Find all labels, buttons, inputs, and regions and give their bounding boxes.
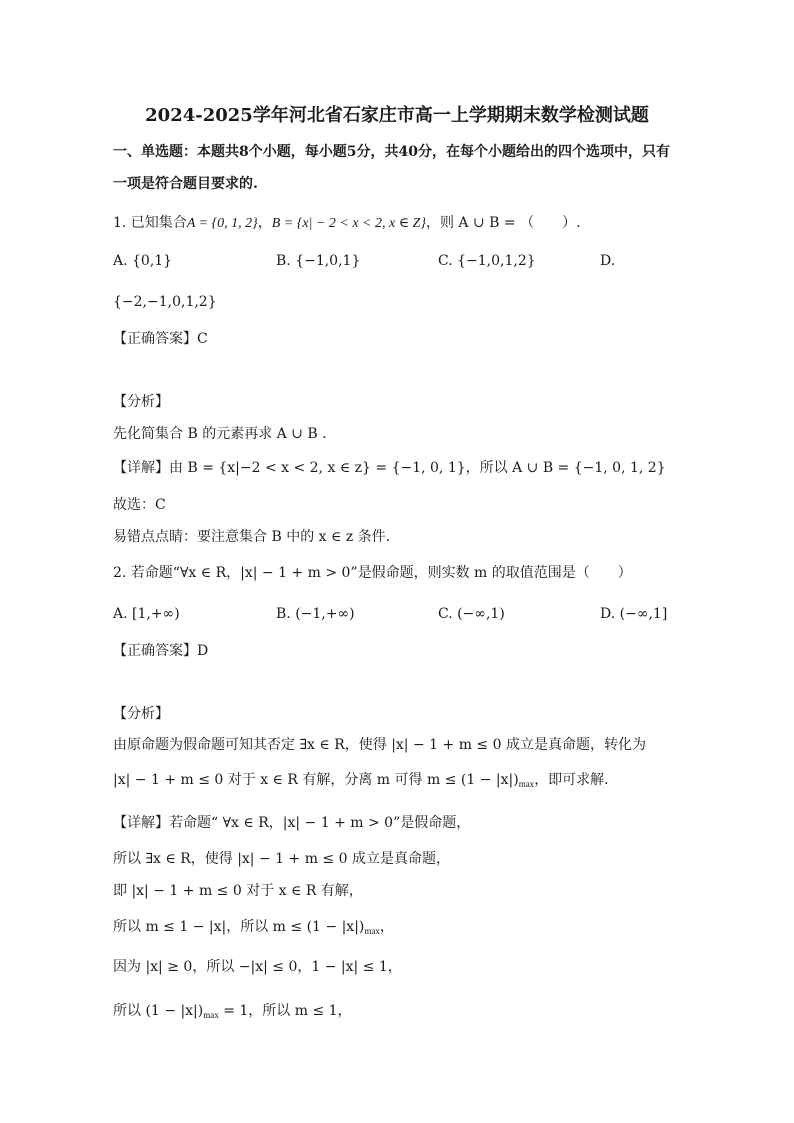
q2-detail-line3: 即 |x| − 1 + m ≤ 0 对于 x ∈ R 有解， xyxy=(113,883,363,899)
q1-choose: 故选：C xyxy=(113,497,166,513)
q2-option-b: B. (−1,+∞) xyxy=(276,606,355,622)
q2-detail-line6-main: 所以 (1 − |x|) xyxy=(113,1003,204,1019)
q1-detail-text: 由 B = {x|−2 < x < 2, x ∈ z} = {−1, 0, 1}，所以 A ∪ B = {−1, 0, 1, 2} xyxy=(169,460,666,476)
q1-option-d-value: {−2,−1,0,1,2} xyxy=(113,294,217,310)
q1-analysis: 先化简集合 B 的元素再求 A ∪ B . xyxy=(113,426,327,442)
q1-prefix: 1. 已知集合 xyxy=(113,215,187,231)
q1-detail xyxy=(113,458,666,478)
q2-analysis-line1: 由原命题为假命题可知其否定 ∃x ∈ R，使得 |x| − 1 + m ≤ 0 成立是真命题，转化为 xyxy=(113,737,646,753)
q2-detail-line4-sub: max xyxy=(364,926,380,936)
q2-detail-text1: 若命题“ ∀x ∈ R，|x| − 1 + m > 0”是假命题， xyxy=(169,815,471,831)
document-title: 2024-2025学年河北省石家庄市高一上学期期末数学检测试题 xyxy=(145,105,649,126)
q2-stem: 2. 若命题“∀x ∈ R，|x| − 1 + m > 0”是假命题，则实数 m 的取值范围是（ ） xyxy=(113,565,632,581)
q2-detail-line4-main: 所以 m ≤ 1 − |x|，所以 m ≤ (1 − |x|) xyxy=(113,919,365,935)
q2-detail-line5: 因为 |x| ≥ 0，所以 −|x| ≤ 0，1 − |x| ≤ 1， xyxy=(113,959,402,975)
q2-analysis-line2-end: ，即可求解. xyxy=(534,772,609,788)
q2-detail-line6-end: = 1，所以 m ≤ 1， xyxy=(218,1003,352,1019)
q1-ask: ，则 A ∪ B = （ ）. xyxy=(425,215,581,231)
q1-option-b: B. {−1,0,1} xyxy=(276,253,361,269)
q2-analysis-label: 【分析】 xyxy=(113,706,169,722)
q1-set-b: B = {x| − 2 < x < 2, x ∈ Z} xyxy=(271,216,426,231)
q1-set-a: A = {0, 1, 2} xyxy=(186,216,258,231)
q2-detail-label: 【详解】 xyxy=(113,815,169,831)
q1-option-a: A. {0,1} xyxy=(113,253,173,269)
q1-detail-label: 【详解】 xyxy=(113,460,169,476)
q2-answer: 【正确答案】D xyxy=(113,643,209,659)
q1-option-c: C. {−1,0,1,2} xyxy=(438,253,536,269)
q2-analysis-line2 xyxy=(113,770,609,794)
q2-detail-line2: 所以 ∃x ∈ R，使得 |x| − 1 + m ≤ 0 成立是真命题， xyxy=(113,851,450,867)
q2-detail-line4 xyxy=(113,917,394,941)
q2-option-a: A. [1,+∞) xyxy=(113,606,180,622)
section-heading-line1: 一、单选题：本题共8个小题，每小题5分，共40分，在每个小题给出的四个选项中，只有 xyxy=(113,144,670,160)
section-heading-line2: 一项是符合题目要求的. xyxy=(113,176,258,192)
q2-analysis-line2-main: |x| − 1 + m ≤ 0 对于 x ∈ R 有解，分离 m 可得 m ≤ (1 − |x|) xyxy=(113,772,519,788)
q1-analysis-label: 【分析】 xyxy=(113,394,169,410)
q2-analysis-line2-sub: max xyxy=(518,779,535,789)
q1-stem xyxy=(113,213,581,234)
q1-answer: 【正确答案】C xyxy=(113,331,208,347)
q2-option-c: C. (−∞,1) xyxy=(438,606,505,622)
q2-detail-line1 xyxy=(113,813,470,833)
q2-detail-line6-sub: max xyxy=(203,1010,219,1020)
q2-detail-line4-end: ， xyxy=(379,919,394,935)
q2-option-d: D. (−∞,1] xyxy=(600,606,668,622)
q1-option-d-label: D. xyxy=(600,253,616,269)
q2-detail-line6 xyxy=(113,1001,352,1025)
q1-tip: 易错点点睛：要注意集合 B 中的 x ∈ z 条件. xyxy=(113,529,391,545)
q1-comma: ， xyxy=(257,215,272,231)
